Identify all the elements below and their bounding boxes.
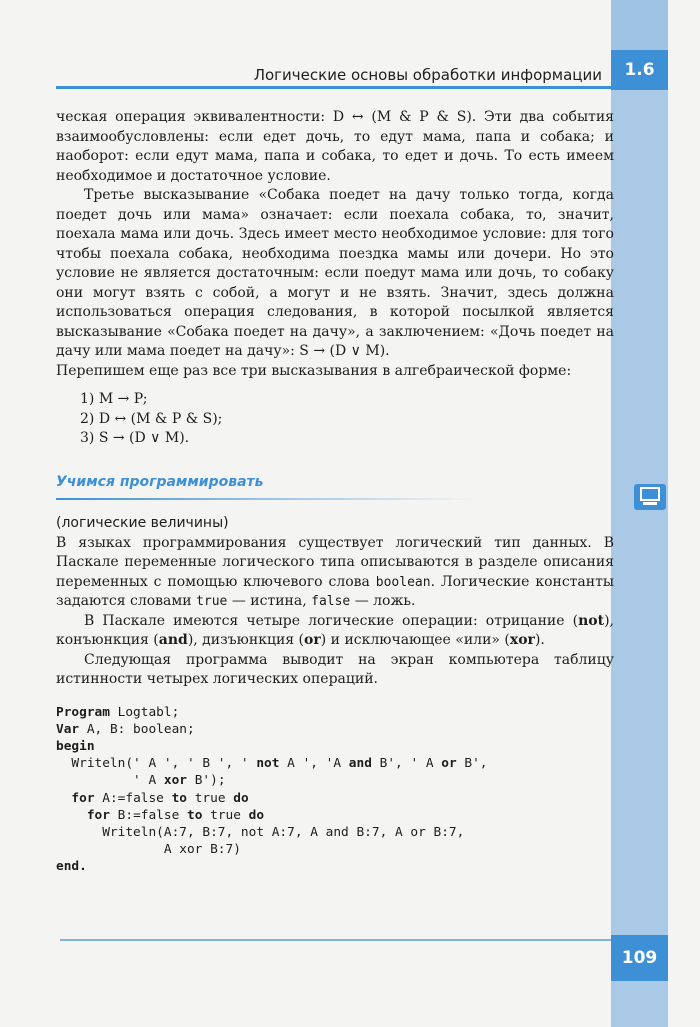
code-text: Writeln(A:7, B:7, not A:7, A and B:7, A or B:7, <box>56 824 465 840</box>
text: В Паскале имеются четыре логические операции: отрицание ( <box>84 612 579 629</box>
side-band <box>611 0 668 1027</box>
formula-item: 1) M → P; <box>80 391 148 407</box>
code-text: Writeln(' A ', ' B ', ' <box>56 756 257 772</box>
code-text <box>56 808 87 823</box>
code-text: B', ' A <box>371 756 442 772</box>
paragraph: Следующая программа выводит на экран компьютера таблицу истинности четырех логических операций. <box>56 651 614 687</box>
code-text: true <box>187 790 234 806</box>
code-text: A ', 'A <box>279 756 349 772</box>
code-text: true <box>202 807 249 823</box>
code-keyword: do <box>248 807 265 823</box>
section-heading: Учимся программировать <box>56 473 264 490</box>
code-word: true <box>196 594 228 609</box>
formula-item: 2) D ↔ (M & P & S); <box>80 410 223 427</box>
formula-list <box>80 390 614 449</box>
paragraph: Перепишем еще раз все три высказывания в алгебраической форме: <box>56 362 572 379</box>
code-text: Logtabl; <box>109 704 180 720</box>
keyword: xor <box>509 632 535 648</box>
code-keyword: to <box>171 790 188 806</box>
code-keyword: begin <box>56 738 95 754</box>
code-text: B', <box>456 756 488 772</box>
page-number: 109 <box>611 935 668 981</box>
code-word: false <box>311 594 351 609</box>
code-keyword: Program <box>56 704 110 720</box>
code-word: boolean <box>375 574 431 590</box>
footer-rule <box>60 939 611 941</box>
paragraph <box>56 534 614 612</box>
keyword: or <box>304 632 321 648</box>
code-text: A xor B:7) <box>56 842 241 858</box>
code-listing <box>56 704 614 876</box>
text: В языках программирования существует логический тип данных. В Паскале переменные логического типа описываются в разделе описания переменных с помощью ключевого слова <box>56 534 614 590</box>
chapter-badge: 1.6 <box>611 50 668 90</box>
text: ), конъюнкция ( <box>56 612 614 648</box>
code-text: B:=false <box>109 807 187 823</box>
keyword: not <box>578 612 605 629</box>
section-rule <box>56 498 476 500</box>
keyword: and <box>158 632 188 648</box>
code-keyword: do <box>233 790 249 806</box>
text: ). <box>534 632 545 648</box>
paragraph: ческая операция эквивалентности: D ↔ (M & P & S). Эти два события взаимообусловлены: если едет дочь, то едут мама, папа и собака; и наоборот: если едут мама, папа и собака, то едет и дочь. То есть имеем необходимое и достаточное условие. <box>56 109 614 184</box>
code-keyword: for <box>86 807 110 823</box>
computer-icon <box>634 484 666 510</box>
code-text: B'); <box>187 773 226 789</box>
code-text: ' A <box>56 773 164 789</box>
text: . Логические константы задаются словами <box>56 573 614 609</box>
text: ) и исключающее «или» ( <box>320 632 510 648</box>
section-subheading: (логические величины) <box>56 515 229 531</box>
code-text: A:=false <box>94 790 172 806</box>
code-keyword: xor <box>163 773 187 789</box>
running-header-title: Логические основы обработки информации <box>253 66 602 84</box>
paragraph: Третье высказывание «Собака поедет на дачу только тогда, когда поедет дочь или мама» означает: если поехала собака, то, значит, поехала мама или дочь. Здесь имеет место необходимое условие: для того чтобы поехала собака, необходима поездка мамы или дочери. Но это условие не является достаточным: если поедут мама или дочь, то собаку они могут взять с собой, а могут и не взять. Значит, здесь должна использоваться операция следования, в которой посылкой является высказывание «Собака поедет на дачу», а заключением: «Дочь поедет на дачу или мама поедет на дачу»: S → (D ∨ M). <box>56 187 614 359</box>
code-keyword: end. <box>56 859 87 875</box>
page-content <box>56 108 614 876</box>
text: ), дизъюнкция ( <box>187 632 305 648</box>
code-text <box>56 791 71 806</box>
text: — истина, <box>227 593 312 609</box>
code-keyword: Var <box>56 721 80 737</box>
code-keyword: not <box>256 756 280 772</box>
header-rule <box>56 86 611 89</box>
code-keyword: for <box>71 790 95 806</box>
paragraph <box>56 612 614 651</box>
code-keyword: and <box>348 756 372 772</box>
text: — ложь. <box>350 593 416 609</box>
code-text: A, B: boolean; <box>79 721 195 737</box>
code-keyword: to <box>187 807 203 823</box>
code-keyword: or <box>441 756 457 772</box>
formula-item: 3) S → (D ∨ M). <box>80 430 190 446</box>
